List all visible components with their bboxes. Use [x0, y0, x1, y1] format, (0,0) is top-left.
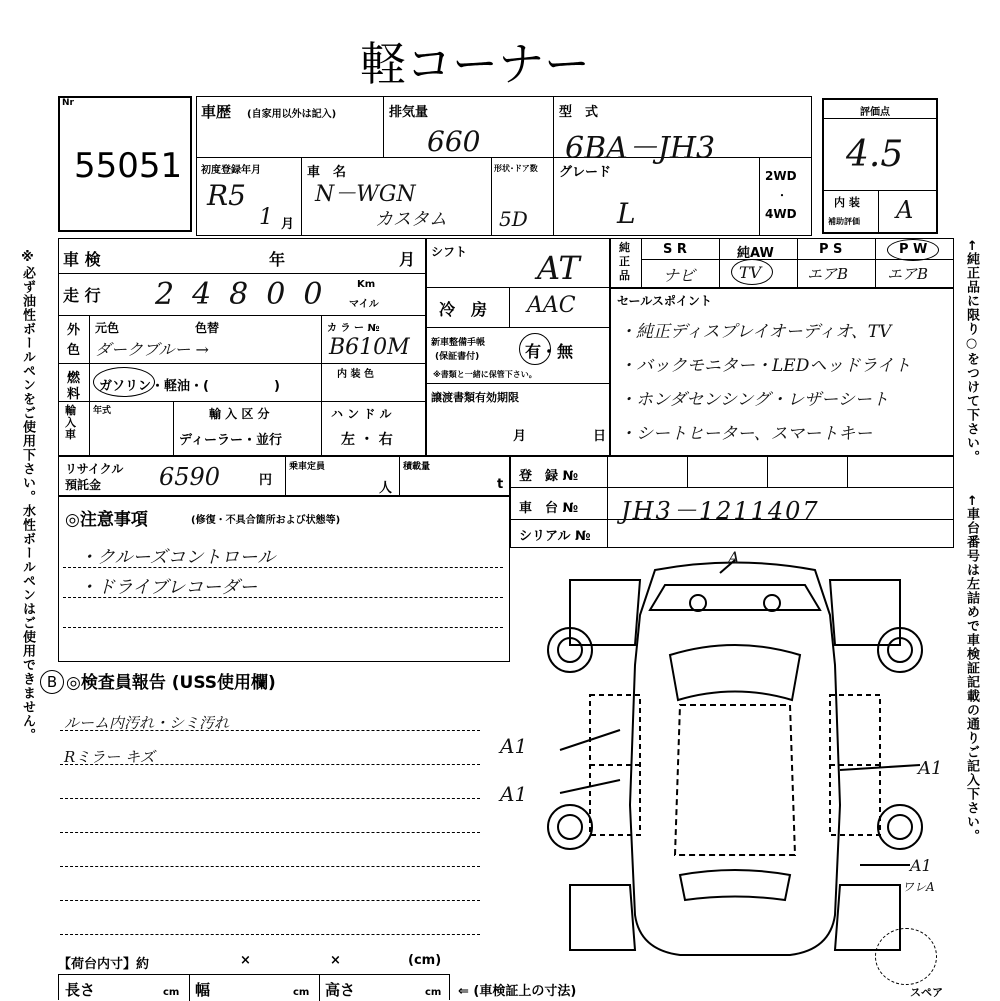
- sales-line-4: ・シートヒーター、スマートキー: [619, 424, 873, 444]
- options-label-2: 正: [619, 255, 630, 268]
- score-label: 評価点: [860, 107, 890, 118]
- warranty-value: 有・無: [525, 342, 574, 361]
- interior-color-label: 内 装 色: [337, 369, 374, 380]
- mileage-value: 24800: [155, 277, 341, 312]
- capacity-unit: 人: [379, 481, 393, 496]
- aircon-label: 冷 房: [439, 300, 488, 319]
- dims-height-unit: cm: [425, 987, 442, 998]
- fuel-label-2: 料: [67, 387, 81, 402]
- mark-right-2: A1: [910, 856, 932, 875]
- spec-block-middle: [426, 238, 610, 456]
- grade-value: L: [617, 197, 636, 230]
- drive-dot: ・: [777, 191, 787, 202]
- inspector-mark: B: [40, 670, 64, 694]
- interior-label-2: 補助評価: [828, 217, 860, 226]
- recycle-unit: 円: [259, 473, 273, 488]
- mark-left-2: A1: [500, 782, 528, 806]
- option-header-aw: 純AW: [737, 246, 774, 261]
- dims-row: [58, 974, 450, 1000]
- car-name-label: 車 名: [307, 165, 347, 180]
- notes-box: [58, 496, 510, 662]
- inspection-label: 車 検: [63, 250, 101, 269]
- registration-block: [510, 456, 954, 548]
- vehicle-info-grid: [196, 96, 812, 236]
- drive-2wd: 2WD: [765, 169, 797, 183]
- recycle-label-2: 預託金: [65, 478, 102, 492]
- handle-value: 左 ・ 右: [341, 432, 393, 448]
- displacement-value: 660: [427, 125, 481, 158]
- option-circle-aw: [731, 259, 773, 285]
- options-block: [610, 238, 954, 288]
- grade-label: グレード: [559, 165, 612, 180]
- chassis-value: JH3－1211407: [621, 497, 820, 525]
- option-circle-pw: [887, 239, 939, 261]
- dims-note: ⇐ (車検証上の寸法): [458, 984, 577, 999]
- option-value-tv: TV: [739, 263, 762, 282]
- cargo-label: 【荷台内寸】約: [58, 957, 150, 972]
- transfer-day: 日: [593, 429, 607, 444]
- lot-box: [58, 96, 192, 232]
- options-label-1: 純: [619, 241, 630, 254]
- cargo-x1: ×: [240, 953, 251, 968]
- cargo-row: [58, 950, 450, 974]
- mark-right-1: A1: [918, 758, 943, 779]
- dims-width-unit: cm: [293, 987, 310, 998]
- sales-line-1: ・純正ディスプレイオーディオ、TV: [619, 322, 892, 342]
- interior-value: A: [896, 196, 914, 224]
- mark-left-1: A1: [500, 734, 528, 758]
- recycle-row: [58, 456, 510, 496]
- mileage-unit-mile: マイル: [349, 299, 379, 310]
- spare-label: スペア: [910, 986, 943, 999]
- handle-label: ハ ン ド ル: [331, 407, 392, 421]
- load-unit: t: [497, 477, 504, 492]
- transfer-label: 譲渡書類有効期限: [431, 391, 519, 404]
- history-label: 車歴: [201, 103, 232, 121]
- doors-value: 5D: [499, 207, 528, 231]
- notes-line-1: ・クルーズコントロール: [79, 547, 276, 568]
- inspector-label: ◎検査員報告 (USS使用欄): [66, 673, 276, 693]
- inspection-year: 年: [269, 250, 286, 269]
- color-change-label: 色替: [195, 321, 220, 335]
- warranty-note: ※書類と一緒に保管下さい。: [433, 370, 537, 379]
- options-label: [619, 241, 633, 283]
- fuel-label-1: 燃: [67, 371, 81, 386]
- dims-length-unit: cm: [163, 987, 180, 998]
- page-title: 軽コーナー: [360, 37, 590, 91]
- side-note-right-options: ←純正品に限り○をつけて下さい。: [964, 240, 979, 464]
- model-value: 6BA－JH3: [565, 131, 716, 166]
- color-code: B610M: [329, 335, 410, 360]
- options-label-3: 品: [619, 269, 630, 282]
- warranty-label-2: (保証書付): [435, 352, 480, 362]
- option-header-sr: S R: [663, 242, 687, 257]
- warranty-label-1: 新車整備手帳: [431, 338, 486, 348]
- dims-length-label: 長さ: [65, 981, 96, 999]
- inspector-line-1: ルーム内汚れ・シミ汚れ: [64, 714, 230, 732]
- mark-right-2-sub: ワレA: [902, 880, 935, 894]
- option-value-navi: ナビ: [663, 266, 696, 285]
- warranty-circle: [519, 333, 551, 365]
- serial-label: シリアル №: [519, 529, 591, 544]
- color-orig-label: 元色: [95, 321, 120, 335]
- aircon-value: AAC: [527, 293, 576, 318]
- inspection-month: 月: [399, 250, 416, 269]
- import-type-value: ディーラー・並行: [179, 433, 282, 448]
- doors-label: 形状･ドア数: [494, 164, 538, 173]
- first-reg-year: R5: [207, 179, 246, 212]
- mileage-label: 走 行: [63, 286, 101, 305]
- displacement-label: 排気量: [389, 105, 429, 120]
- color-label-2: 色: [67, 343, 81, 358]
- lot-number: 55051: [74, 146, 183, 186]
- import-label: 輸入車: [65, 404, 76, 441]
- fuel-circle: [93, 367, 155, 397]
- registration-label: 登 録 №: [519, 469, 579, 484]
- cargo-x2: ×: [330, 953, 341, 968]
- dims-height-label: 高さ: [325, 981, 356, 999]
- first-reg-label: 初度登録年月: [201, 165, 261, 176]
- cargo-unit: (cm): [408, 953, 442, 968]
- first-reg-month-unit: 月: [281, 217, 295, 232]
- score-value: 4.5: [846, 134, 904, 175]
- chassis-label: 車 台 №: [519, 501, 579, 516]
- lot-label: Nr: [62, 98, 74, 108]
- score-box: [822, 98, 938, 234]
- side-note-right-chassis: ←車台番号は左詰めで車検証記載の通りご記入下さい。: [964, 495, 979, 843]
- mark-front: A: [728, 548, 740, 567]
- car-diagram: [530, 555, 943, 965]
- notes-label: ◎注意事項: [65, 510, 148, 530]
- interior-label-1: 内 装: [834, 196, 860, 209]
- shift-value: AT: [537, 249, 580, 287]
- notes-sub: (修復・不具合箇所および状態等): [191, 515, 341, 526]
- sales-points-box: [610, 288, 954, 456]
- notes-line-2: ・ドライブレコーダー: [79, 577, 258, 598]
- car-name-line2: カスタム: [375, 209, 447, 230]
- option-header-ps: P S: [819, 242, 843, 257]
- option-header-pw: P W: [899, 242, 928, 257]
- import-year-label: 年式: [93, 406, 112, 416]
- recycle-value: 6590: [159, 463, 221, 491]
- dims-width-label: 幅: [195, 981, 211, 999]
- sales-line-3: ・ホンダセンシング・レザーシート: [619, 390, 889, 410]
- option-value-airb-1: エアB: [807, 265, 849, 283]
- capacity-label: 乗車定員: [289, 462, 326, 472]
- spare-tire: [875, 928, 937, 985]
- history-note: (自家用以外は記入): [247, 109, 337, 120]
- color-label-1: 外: [67, 323, 81, 338]
- color-code-label: カ ラ ー №: [327, 323, 380, 334]
- recycle-label-1: リサイクル: [65, 462, 124, 476]
- sales-points-label: セールスポイント: [617, 294, 712, 308]
- import-type-label: 輸 入 区 分: [209, 407, 270, 421]
- sales-line-2: ・バックモニター・LEDヘッドライト: [619, 356, 911, 376]
- car-name-line1: N－WGN: [315, 182, 416, 207]
- inspector-line-2: Rミラー キズ: [64, 748, 155, 766]
- mileage-unit-km: Km: [357, 279, 376, 290]
- transfer-month: 月: [513, 429, 527, 444]
- shift-label: シフト: [431, 245, 468, 259]
- model-label: 型 式: [559, 105, 599, 120]
- spec-block-left: [58, 238, 426, 456]
- load-label: 積載量: [403, 462, 431, 472]
- fuel-options: ガソリン・軽油・( ): [99, 379, 280, 394]
- option-value-airb-2: エアB: [887, 265, 929, 283]
- side-note-left: ※必ず油性ボールペンをご使用下さい。水性ボールペンはご使用できません。: [20, 250, 35, 742]
- drive-4wd: 4WD: [765, 207, 797, 221]
- first-reg-month: 1: [259, 205, 273, 230]
- color-value: ダークブルー →: [95, 340, 209, 359]
